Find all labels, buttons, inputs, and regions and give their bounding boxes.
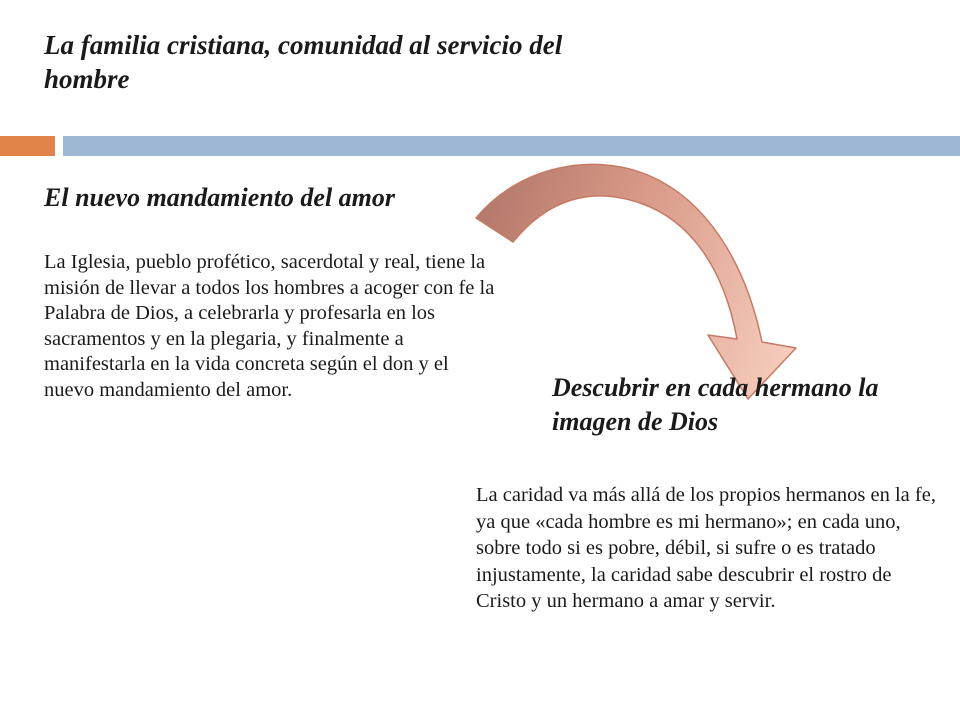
right-paragraph: La caridad va más allá de los propios hermanos en la fe, ya que «cada hombre es mi hermano»; en cada uno, sobre todo si es pobre, débil, si sufre o es tratado injustamente, la caridad sabe descubrir el rostro de Cristo y un hermano a amar y servir.: [476, 484, 936, 612]
left-heading: El nuevo mandamiento del amor: [44, 183, 396, 212]
right-heading: Descubrir en cada hermano la imagen de Dios: [552, 373, 879, 436]
left-paragraph: La Iglesia, pueblo profético, sacerdotal y real, tiene la misión de llevar a todos los hombres a acoger con fe la Palabra de Dios, a celebrarla y profesarla en los sacramentos y en la plegaria, y finalmente a manifestarla en la vida concreta según el don y el nuevo mandamiento del amor.: [44, 251, 495, 401]
curved-arrow-shape: [476, 164, 796, 399]
slide-title: La familia cristiana, comunidad al servicio del hombre: [44, 30, 563, 94]
